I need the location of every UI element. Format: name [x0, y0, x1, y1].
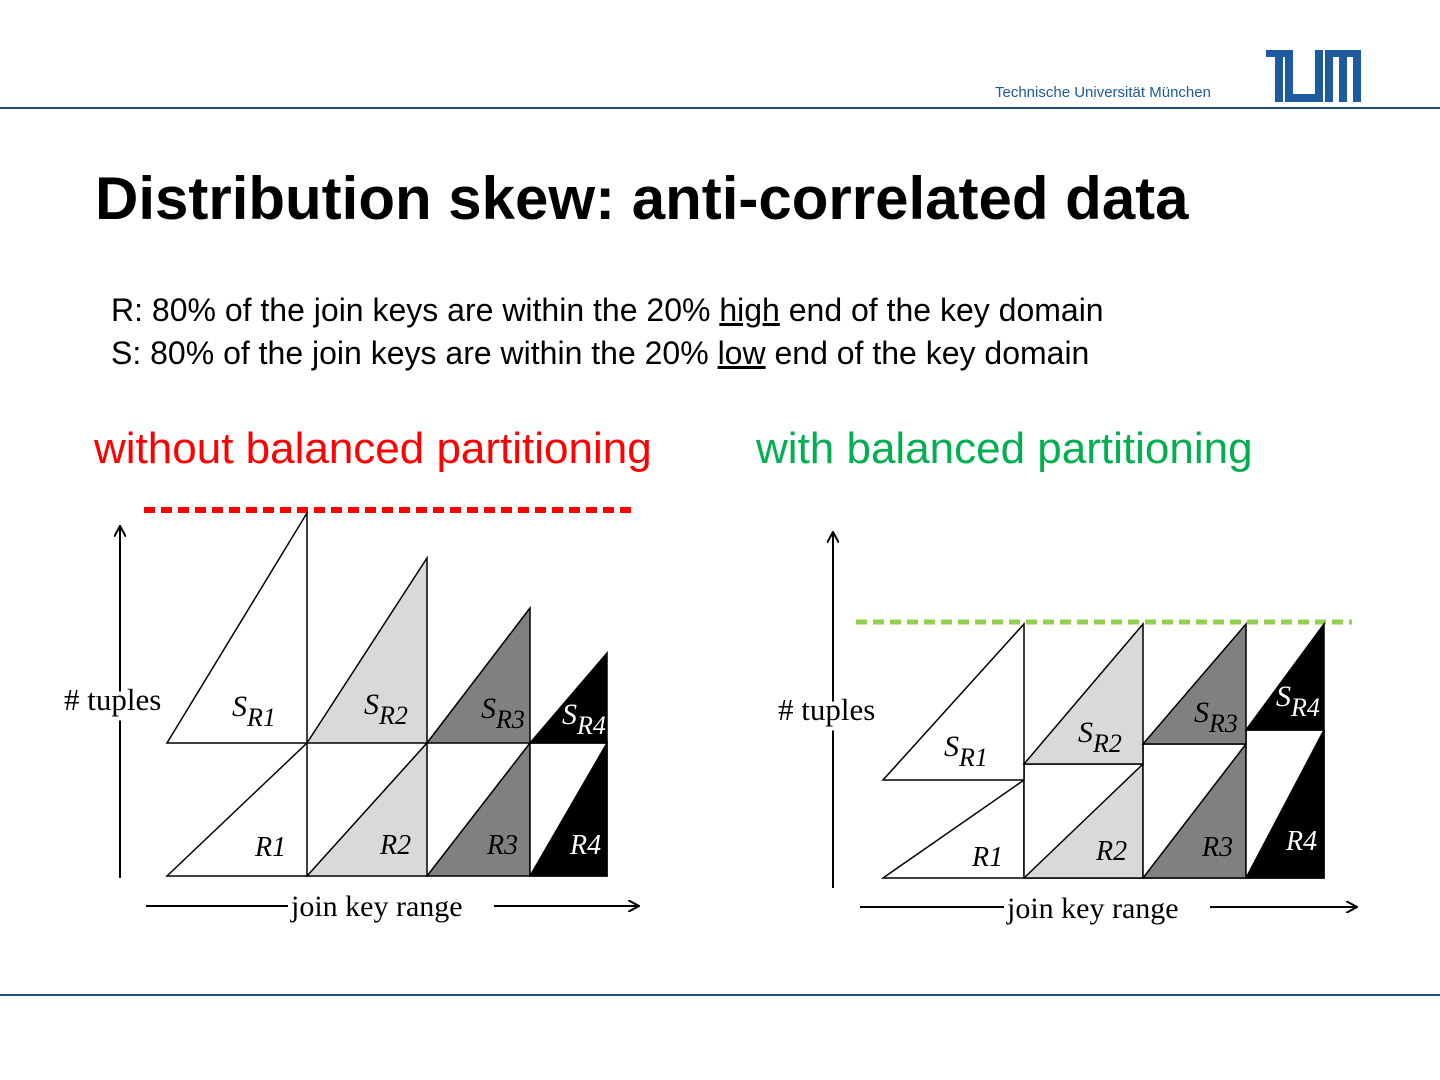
left-r1-label: R1: [255, 832, 287, 863]
right-r1-label: R1: [972, 842, 1004, 873]
left-s3-label: SR3: [481, 692, 525, 734]
r-line-suffix: end of the key domain: [779, 292, 1104, 328]
r-line-prefix: R: 80% of the join keys are within the 20%: [111, 292, 720, 328]
right-r3-label: R3: [1202, 832, 1234, 863]
right-r4-label: R4: [1286, 826, 1318, 857]
s-line-emph: low: [717, 335, 766, 371]
right-x-axis-label: join key range: [1007, 892, 1179, 925]
diagram-with-balancing: [833, 533, 1356, 907]
label-without-balanced: without balanced partitioning: [94, 424, 652, 473]
left-y-axis-label: # tuples: [64, 682, 162, 717]
left-r4-label: R4: [570, 830, 602, 861]
s-line-suffix: end of the key domain: [765, 335, 1090, 371]
r-line-emph: high: [719, 292, 780, 328]
left-s4-label: SR4: [562, 698, 606, 740]
right-y-axis-label: # tuples: [778, 692, 876, 727]
right-s1-label: SR1: [944, 730, 988, 772]
s-line-prefix: S: 80% of the join keys are within the 20%: [111, 335, 718, 371]
left-r3-label: R3: [487, 830, 519, 861]
right-s2-label: SR2: [1078, 716, 1122, 758]
left-x-axis-label: join key range: [291, 890, 463, 923]
right-s4-label: SR4: [1276, 680, 1320, 722]
right-s3-label: SR3: [1194, 696, 1238, 738]
left-s1-label: SR1: [232, 690, 276, 732]
university-name: Technische Universität München: [995, 84, 1211, 101]
left-s2-label: SR2: [364, 688, 408, 730]
label-with-balanced: with balanced partitioning: [756, 424, 1253, 473]
right-r2-label: R2: [1096, 836, 1128, 867]
slide-title: Distribution skew: anti-correlated data: [95, 165, 1189, 232]
left-r2-label: R2: [380, 830, 412, 861]
